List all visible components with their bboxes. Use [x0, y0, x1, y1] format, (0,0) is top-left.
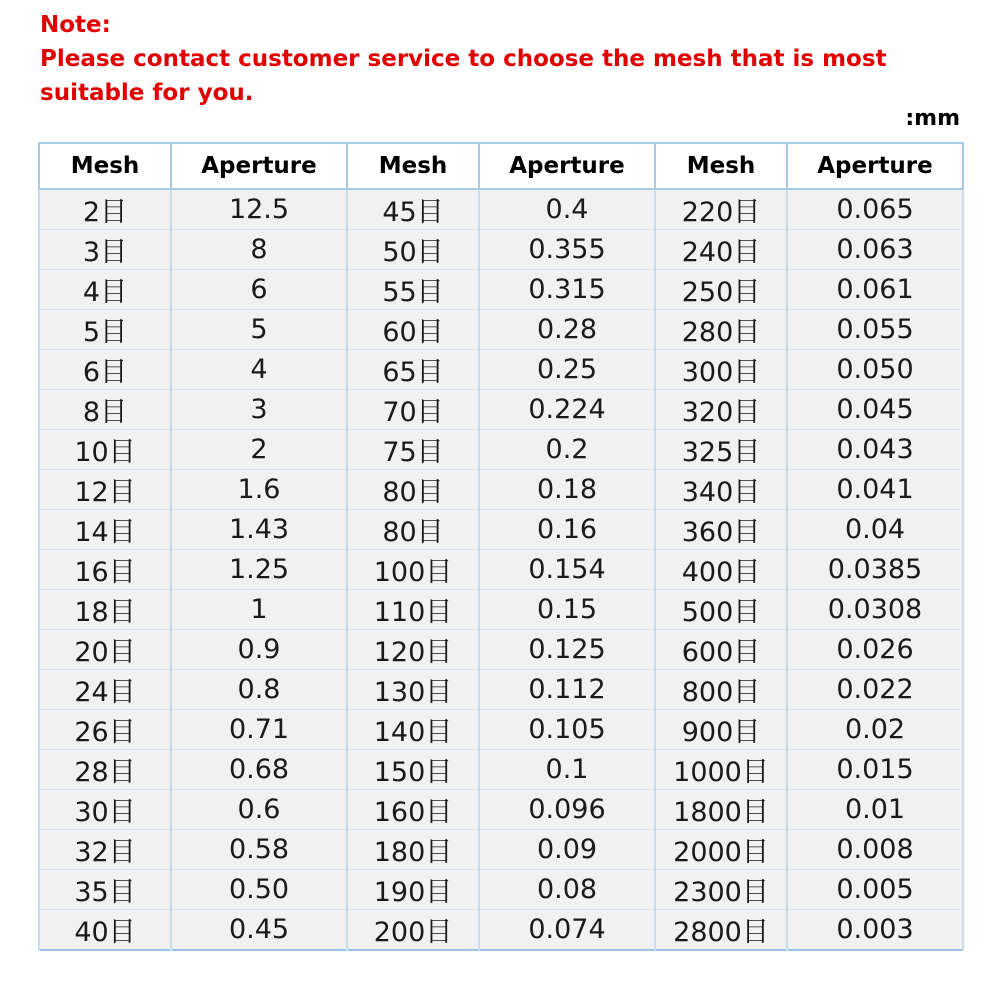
- aperture-cell: 0.112: [479, 670, 655, 710]
- aperture-cell: 0.6: [171, 790, 347, 830]
- aperture-cell: 0.045: [787, 390, 963, 430]
- mesh-cell: 80目: [347, 470, 479, 510]
- table-row: [39, 270, 963, 310]
- aperture-cell: 0.105: [479, 710, 655, 750]
- mesh-cell: 24目: [39, 670, 171, 710]
- aperture-cell: 0.01: [787, 790, 963, 830]
- mesh-cell: 140目: [347, 710, 479, 750]
- table-row: [39, 510, 963, 550]
- aperture-cell: 6: [171, 270, 347, 310]
- mesh-cell: 500目: [655, 590, 787, 630]
- aperture-cell: 0.28: [479, 310, 655, 350]
- header-mesh: Mesh: [347, 143, 479, 189]
- mesh-cell: 360目: [655, 510, 787, 550]
- aperture-cell: 0.18: [479, 470, 655, 510]
- mesh-cell: 2目: [39, 189, 171, 230]
- mesh-cell: 50目: [347, 230, 479, 270]
- aperture-cell: 0.2: [479, 430, 655, 470]
- mesh-cell: 2800目: [655, 910, 787, 951]
- mesh-cell: 32目: [39, 830, 171, 870]
- table-header-row: [39, 143, 963, 189]
- aperture-cell: 0.08: [479, 870, 655, 910]
- aperture-cell: 0.022: [787, 670, 963, 710]
- mesh-cell: 65目: [347, 350, 479, 390]
- mesh-cell: 900目: [655, 710, 787, 750]
- note-title: Note:: [40, 12, 111, 38]
- table-row: [39, 390, 963, 430]
- mesh-cell: 40目: [39, 910, 171, 951]
- mesh-cell: 220目: [655, 189, 787, 230]
- mesh-cell: 10目: [39, 430, 171, 470]
- aperture-cell: 0.065: [787, 189, 963, 230]
- aperture-cell: 0.45: [171, 910, 347, 951]
- aperture-cell: 0.061: [787, 270, 963, 310]
- mesh-cell: 70目: [347, 390, 479, 430]
- mesh-cell: 26目: [39, 710, 171, 750]
- header-mesh: Mesh: [655, 143, 787, 189]
- mesh-cell: 45目: [347, 189, 479, 230]
- aperture-cell: 2: [171, 430, 347, 470]
- aperture-cell: 0.125: [479, 630, 655, 670]
- table-row: [39, 470, 963, 510]
- aperture-cell: 1: [171, 590, 347, 630]
- aperture-cell: 0.074: [479, 910, 655, 951]
- mesh-cell: 800目: [655, 670, 787, 710]
- aperture-cell: 0.043: [787, 430, 963, 470]
- aperture-cell: 4: [171, 350, 347, 390]
- aperture-cell: 0.154: [479, 550, 655, 590]
- header-mesh: Mesh: [39, 143, 171, 189]
- table-row: [39, 670, 963, 710]
- note-message: Please contact customer service to choose the mesh that is most suitable for you.: [40, 46, 887, 106]
- mesh-cell: 1000目: [655, 750, 787, 790]
- aperture-cell: 0.9: [171, 630, 347, 670]
- table-row: [39, 430, 963, 470]
- aperture-cell: 3: [171, 390, 347, 430]
- aperture-cell: 12.5: [171, 189, 347, 230]
- mesh-cell: 200目: [347, 910, 479, 951]
- aperture-cell: 0.68: [171, 750, 347, 790]
- aperture-cell: 0.0308: [787, 590, 963, 630]
- aperture-cell: 0.055: [787, 310, 963, 350]
- mesh-cell: 190目: [347, 870, 479, 910]
- header-aperture: Aperture: [787, 143, 963, 189]
- aperture-cell: 8: [171, 230, 347, 270]
- mesh-cell: 130目: [347, 670, 479, 710]
- aperture-cell: 0.003: [787, 910, 963, 951]
- mesh-cell: 8目: [39, 390, 171, 430]
- aperture-cell: 1.6: [171, 470, 347, 510]
- header-aperture: Aperture: [479, 143, 655, 189]
- aperture-cell: 0.09: [479, 830, 655, 870]
- mesh-cell: 12目: [39, 470, 171, 510]
- aperture-cell: 0.063: [787, 230, 963, 270]
- aperture-cell: 0.16: [479, 510, 655, 550]
- aperture-cell: 1.25: [171, 550, 347, 590]
- table-row: [39, 750, 963, 790]
- table-row: [39, 550, 963, 590]
- mesh-cell: 30目: [39, 790, 171, 830]
- aperture-cell: 0.71: [171, 710, 347, 750]
- mesh-cell: 14目: [39, 510, 171, 550]
- aperture-cell: 0.02: [787, 710, 963, 750]
- aperture-cell: 0.355: [479, 230, 655, 270]
- mesh-cell: 3目: [39, 230, 171, 270]
- mesh-cell: 110目: [347, 590, 479, 630]
- mesh-cell: 325目: [655, 430, 787, 470]
- aperture-cell: 0.04: [787, 510, 963, 550]
- table-row: [39, 710, 963, 750]
- table-row: [39, 590, 963, 630]
- aperture-cell: 0.015: [787, 750, 963, 790]
- aperture-cell: 5: [171, 310, 347, 350]
- mesh-cell: 400目: [655, 550, 787, 590]
- table-body: [39, 189, 963, 950]
- aperture-cell: 0.4: [479, 189, 655, 230]
- mesh-cell: 18目: [39, 590, 171, 630]
- aperture-cell: 0.25: [479, 350, 655, 390]
- mesh-cell: 300目: [655, 350, 787, 390]
- table-row: [39, 870, 963, 910]
- mesh-cell: 75目: [347, 430, 479, 470]
- table-row: [39, 630, 963, 670]
- aperture-cell: 0.026: [787, 630, 963, 670]
- aperture-cell: 0.8: [171, 670, 347, 710]
- mesh-cell: 28目: [39, 750, 171, 790]
- note-block: [40, 8, 990, 110]
- mesh-cell: 280目: [655, 310, 787, 350]
- mesh-cell: 55目: [347, 270, 479, 310]
- mesh-cell: 150目: [347, 750, 479, 790]
- table-row: [39, 910, 963, 951]
- unit-label: :mm: [905, 106, 960, 131]
- aperture-cell: 0.50: [171, 870, 347, 910]
- mesh-cell: 2300目: [655, 870, 787, 910]
- mesh-cell: 60目: [347, 310, 479, 350]
- mesh-cell: 240目: [655, 230, 787, 270]
- mesh-cell: 160目: [347, 790, 479, 830]
- aperture-cell: 0.315: [479, 270, 655, 310]
- aperture-cell: 0.1: [479, 750, 655, 790]
- mesh-cell: 120目: [347, 630, 479, 670]
- table-row: [39, 230, 963, 270]
- mesh-cell: 320目: [655, 390, 787, 430]
- aperture-cell: 0.005: [787, 870, 963, 910]
- mesh-cell: 80目: [347, 510, 479, 550]
- mesh-cell: 5目: [39, 310, 171, 350]
- mesh-cell: 20目: [39, 630, 171, 670]
- aperture-cell: 0.050: [787, 350, 963, 390]
- table-row: [39, 189, 963, 230]
- aperture-cell: 0.15: [479, 590, 655, 630]
- header-aperture: Aperture: [171, 143, 347, 189]
- aperture-cell: 1.43: [171, 510, 347, 550]
- aperture-cell: 0.58: [171, 830, 347, 870]
- table-row: [39, 350, 963, 390]
- mesh-cell: 2000目: [655, 830, 787, 870]
- table-row: [39, 790, 963, 830]
- mesh-cell: 180目: [347, 830, 479, 870]
- mesh-cell: 16目: [39, 550, 171, 590]
- aperture-cell: 0.096: [479, 790, 655, 830]
- table-row: [39, 830, 963, 870]
- mesh-cell: 250目: [655, 270, 787, 310]
- aperture-cell: 0.224: [479, 390, 655, 430]
- aperture-cell: 0.041: [787, 470, 963, 510]
- mesh-cell: 6目: [39, 350, 171, 390]
- mesh-aperture-table: [38, 142, 964, 951]
- mesh-cell: 1800目: [655, 790, 787, 830]
- mesh-cell: 340目: [655, 470, 787, 510]
- table-row: [39, 310, 963, 350]
- mesh-cell: 35目: [39, 870, 171, 910]
- mesh-cell: 4目: [39, 270, 171, 310]
- aperture-cell: 0.008: [787, 830, 963, 870]
- aperture-cell: 0.0385: [787, 550, 963, 590]
- mesh-cell: 600目: [655, 630, 787, 670]
- mesh-cell: 100目: [347, 550, 479, 590]
